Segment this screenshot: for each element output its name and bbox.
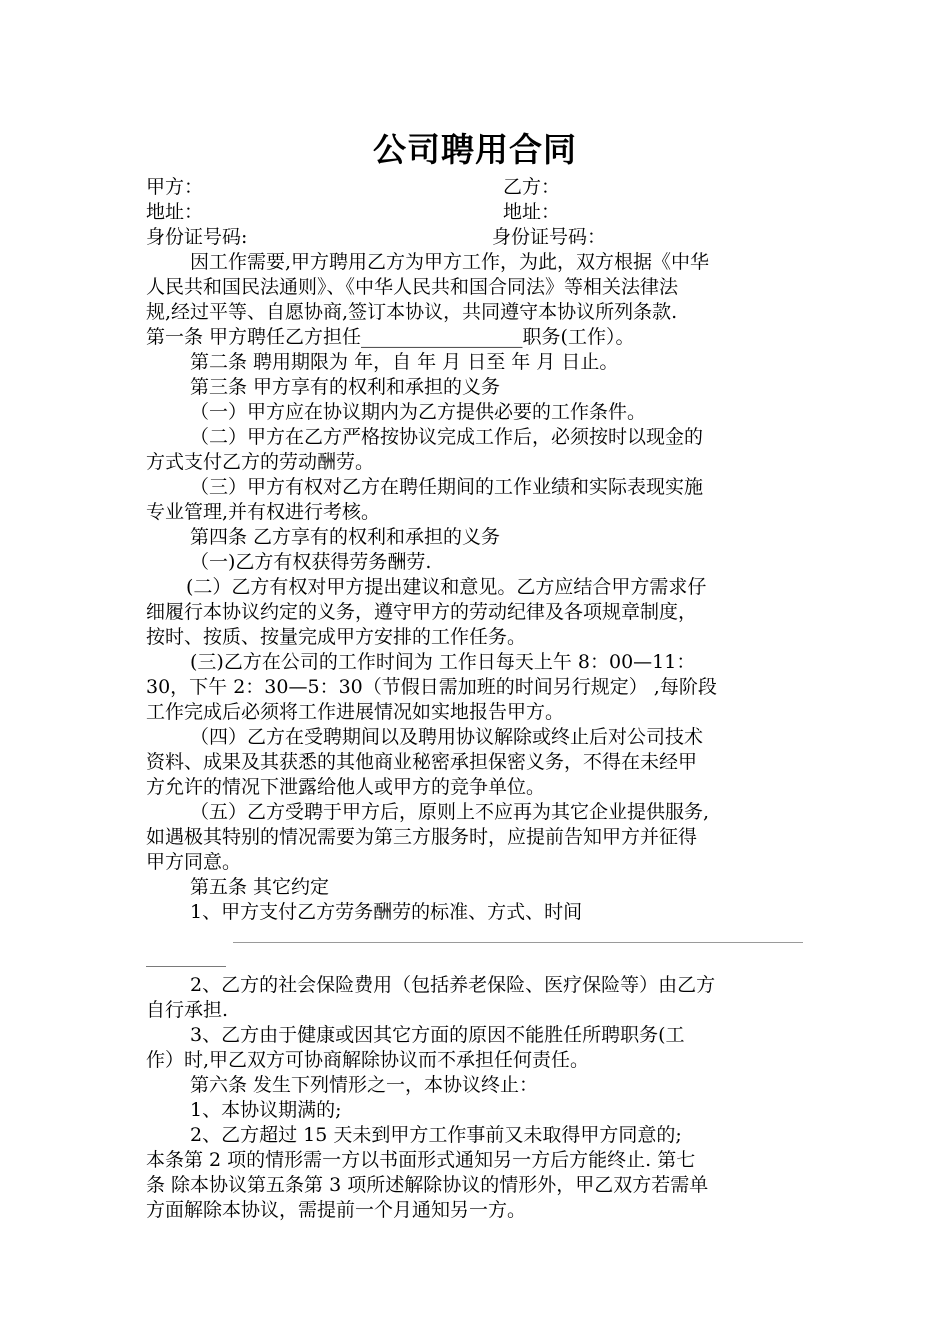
article-4-item-2-line-1: (二）乙方有权对甲方提出建议和意见。乙方应结合甲方需求仔 bbox=[186, 576, 707, 598]
article-5-item-2-line-2: 自行承担. bbox=[146, 999, 229, 1021]
fill-in-blank: __________ bbox=[146, 948, 226, 967]
article-3-item-3-line-2: 专业管理,并有权进行考核。 bbox=[146, 501, 381, 523]
article-4-item-1: （一)乙方有权获得劳务酬劳. bbox=[190, 551, 432, 573]
article-1-prefix: 第一条 甲方聘任乙方担任 bbox=[146, 326, 362, 348]
article-4-item-4-line-3: 方允许的情况下泄露给他人或甲方的竞争单位。 bbox=[146, 776, 546, 798]
fill-in-line bbox=[233, 942, 803, 943]
article-3-item-3-line-1: （三）甲方有权对乙方在聘任期间的工作业绩和实际表现实施 bbox=[190, 476, 704, 498]
article-3-item-1: （一）甲方应在协议期内为乙方提供必要的工作条件。 bbox=[190, 401, 647, 423]
article-1-suffix: 职务(工作）。 bbox=[522, 326, 635, 348]
article-5-title: 第五条 其它约定 bbox=[190, 876, 330, 898]
article-4-item-5-line-1: （五）乙方受聘于甲方后，原则上不应再为其它企业提供服务, bbox=[190, 801, 710, 823]
article-4-item-4-line-2: 资料、成果及其获悉的其他商业秘密承担保密义务，不得在未经甲 bbox=[146, 751, 698, 773]
article-5-item-3-line-2: 作）时,甲乙双方可协商解除协议而不承担任何责任。 bbox=[146, 1049, 590, 1071]
id-a-label: 身份证号码: bbox=[146, 226, 248, 248]
article-2: 第二条 聘用期限为 年，自 年 月 日至 年 月 日止。 bbox=[190, 351, 619, 373]
intro-line-3: 规,经过平等、自愿协商,签订本协议，共同遵守本协议所列条款. bbox=[146, 301, 678, 323]
party-b-label: 乙方： bbox=[503, 176, 561, 198]
closing-line-1: 本条第 2 项的情形需一方以书面形式通知另一方后方能终止. 第七 bbox=[146, 1149, 696, 1171]
article-6-item-1: 1、本协议期满的; bbox=[190, 1099, 342, 1121]
article-5-item-2-line-1: 2、乙方的社会保险费用（包括养老保险、医疗保险等）由乙方 bbox=[190, 974, 716, 996]
article-4-item-5-line-2: 如遇极其特别的情况需要为第三方服务时，应提前告知甲方并征得 bbox=[146, 826, 698, 848]
article-4-item-2-line-2: 细履行本协议约定的义务，遵守甲方的劳动纪律及各项规章制度， bbox=[146, 601, 698, 623]
article-4-item-3-line-1: (三)乙方在公司的工作时间为 工作日每天上午 8：00—11： bbox=[190, 651, 696, 673]
article-4-item-2-line-3: 按时、按质、按量完成甲方安排的工作任务。 bbox=[146, 626, 527, 648]
article-4-item-5-line-3: 甲方同意。 bbox=[146, 851, 242, 873]
article-4-title: 第四条 乙方享有的权利和承担的义务 bbox=[190, 526, 501, 548]
address-a-label: 地址： bbox=[146, 201, 204, 223]
address-b-label: 地址： bbox=[503, 201, 561, 223]
party-a-label: 甲方： bbox=[146, 176, 204, 198]
article-4-item-3-line-3: 工作完成后必须将工作进展情况如实地报告甲方。 bbox=[146, 701, 565, 723]
article-4-item-3-line-2: 30，下午 2：30—5：30（节假日需加班的时间另行规定） ,每阶段 bbox=[146, 676, 717, 698]
intro-line-2: 人民共和国民法通则》、《中华人民共和国合同法》等相关法律法 bbox=[146, 276, 679, 298]
id-b-label: 身份证号码： bbox=[492, 226, 607, 248]
article-1 bbox=[146, 325, 634, 350]
article-3-item-2-line-2: 方式支付乙方的劳动酬劳。 bbox=[146, 451, 375, 473]
article-5-item-3-line-1: 3、乙方由于健康或因其它方面的原因不能胜任所聘职务(工 bbox=[190, 1024, 685, 1046]
article-3-item-2-line-1: （二）甲方在乙方严格按协议完成工作后，必须按时以现金的 bbox=[190, 426, 704, 448]
article-3-title: 第三条 甲方享有的权利和承担的义务 bbox=[190, 376, 501, 398]
closing-line-3: 方面解除本协议，需提前一个月通知另一方。 bbox=[146, 1199, 527, 1221]
article-1-blank: _________________ bbox=[361, 326, 523, 348]
article-6-item-2: 2、乙方超过 15 天未到甲方工作事前又未取得甲方同意的; bbox=[190, 1124, 682, 1146]
closing-line-2: 条 除本协议第五条第 3 项所述解除协议的情形外，甲乙双方若需单 bbox=[146, 1174, 709, 1196]
document-title: 公司聘用合同 bbox=[373, 130, 577, 169]
article-5-item-1: 1、甲方支付乙方劳务酬劳的标准、方式、时间 bbox=[190, 901, 583, 923]
article-4-item-4-line-1: （四）乙方在受聘期间以及聘用协议解除或终止后对公司技术 bbox=[190, 726, 704, 748]
intro-line-1: 因工作需要,甲方聘用乙方为甲方工作，为此，双方根据《中华 bbox=[190, 251, 710, 273]
article-6-title: 第六条 发生下列情形之一，本协议终止： bbox=[190, 1074, 539, 1096]
